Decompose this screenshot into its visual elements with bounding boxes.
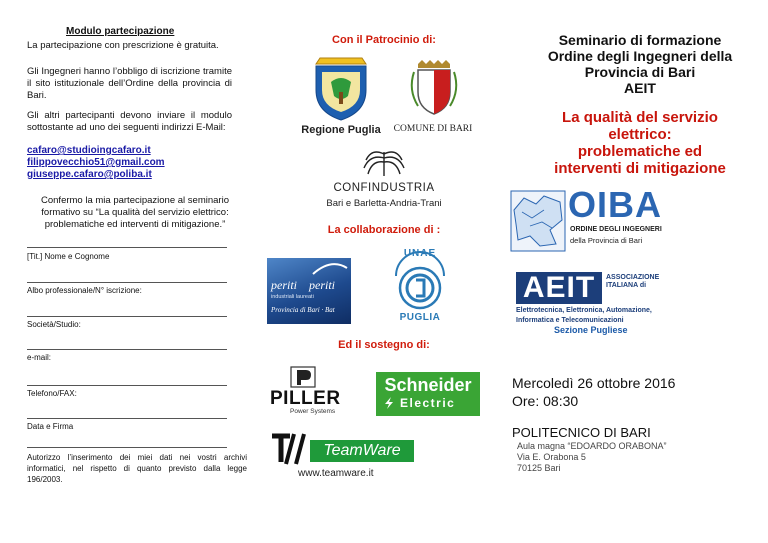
periti-place: Provincia di Bari · Bat [271, 306, 335, 314]
sponsors-column [256, 0, 512, 543]
form-field-phone-label: Telefono/FAX: [27, 389, 77, 398]
form-field-company-label: Società/Studio: [27, 320, 81, 329]
unae-puglia-logo [390, 250, 450, 326]
oiba-wordmark: OIBA [568, 184, 662, 225]
event-venue: POLITECNICO DI BARI [512, 425, 651, 440]
seminar-title-line: Seminario di formazione [558, 32, 722, 48]
event-date: Mercoledì 26 ottobre 2016 [512, 375, 676, 391]
confindustria-name: CONFINDUSTRIA [333, 182, 435, 194]
regione-puglia-label: Regione Puglia [301, 124, 381, 136]
schneider-name: Schneider [384, 375, 472, 395]
oiba-logo [510, 186, 670, 252]
confindustria-logo [312, 146, 456, 214]
seminar-title-line: Provincia di Bari [584, 64, 696, 80]
confindustria-subtitle: Bari e Barletta-Andria-Trani [326, 198, 442, 209]
form-field-albo-label: Albo professionale/N° iscrizione: [27, 286, 142, 295]
patronage-title: Con il Patrocinio di: [332, 34, 436, 46]
piller-name: PILLER [270, 388, 341, 409]
email-list [27, 145, 242, 181]
address-line: Aula magna “EDOARDO ORABONA” [517, 441, 667, 451]
schneider-subtitle: Electric [400, 396, 456, 410]
teamware-url[interactable]: www.teamware.it [298, 468, 374, 479]
privacy-consent: Autorizzo l’inserimento dei miei dati nei vostri archivi informatici, nel rispetto di quanto previsto dalla legge 196/2003. [27, 453, 247, 484]
seminar-title-line: Ordine degli Ingegneri della [547, 48, 733, 64]
schneider-bolt-icon [382, 396, 396, 410]
email-link[interactable]: giuseppe.cafaro@poliba.it [27, 169, 152, 180]
seminar-subtitle-line: problematiche ed [577, 143, 703, 160]
seminar-subtitle-line: La qualità del servizio [562, 109, 718, 126]
form-intro: La partecipazione con prescrizione è gratuita. [27, 40, 219, 51]
address-line: Via E. Orabona 5 [517, 452, 586, 462]
form-field-signature-label: Data e Firma [27, 422, 74, 431]
form-line [27, 385, 227, 386]
oiba-line1: ORDINE DEGLI INGEGNERI [570, 226, 662, 233]
form-line [27, 447, 227, 448]
address-line: 70125 Bari [517, 463, 561, 473]
periti-subtitle: industriali laureati [271, 294, 314, 300]
unae-emblem [390, 250, 450, 312]
form-line [27, 247, 227, 248]
form-line [27, 418, 227, 419]
seminar-subtitle-line: interventi di mitigazione [554, 160, 726, 177]
comune-bari-coat-of-arms [392, 58, 474, 116]
unae-puglia-label: PUGLIA [399, 312, 441, 323]
form-line [27, 316, 227, 317]
teamware-mark-icon [270, 432, 310, 466]
aeit-logo [514, 270, 664, 340]
form-field-email-label: e-mail: [27, 353, 52, 362]
email-link[interactable]: filippovecchio51@gmail.com [27, 157, 165, 168]
confirmation-text: Confermo la mia partecipazione al seminario formativo su “La qualità del servizio elettrico: problematiche ed interventi di mitigazione.” [41, 195, 229, 230]
teamware-logo [270, 432, 420, 482]
aeit-description: Elettrotecnica, Elettronica, Automazione, Informatica e Telecomunicazioni [516, 307, 652, 324]
seminar-column [512, 0, 768, 543]
form-field-name-label: [Tit.] Nome e Cognome [27, 252, 110, 261]
seminar-title-line: AEIT [624, 80, 656, 96]
confindustria-eagle-icon [312, 146, 456, 180]
form-heading: Modulo partecipazione [66, 26, 175, 37]
seminar-subtitle-line: elettrico: [608, 126, 672, 143]
periti-swoosh-icon [311, 260, 349, 276]
aeit-section: Sezione Pugliese [554, 325, 628, 335]
bari-map-icon [510, 190, 566, 252]
registration-column [0, 0, 256, 543]
comune-bari-logo [392, 58, 474, 140]
periti-text: periti [271, 278, 297, 292]
collaboration-title: La collaborazione di : [327, 224, 441, 236]
periti-text: periti [309, 278, 335, 292]
form-paragraph-engineers: Gli Ingegneri hanno l’obbligo di iscrizione tramite il sito istituzionale dell’Ordine della provincia di Bari. [27, 66, 232, 101]
form-line [27, 349, 227, 350]
email-link[interactable]: cafaro@studioingcafaro.it [27, 145, 151, 156]
aeit-wordmark: AEIT [516, 272, 602, 304]
teamware-name: TeamWare [310, 440, 414, 462]
aeit-name: ASSOCIAZIONE ITALIANA di [606, 274, 660, 289]
piller-mark-icon [290, 366, 316, 388]
form-line [27, 282, 227, 283]
event-address [517, 441, 757, 474]
oiba-line2: della Provincia di Bari [570, 236, 643, 245]
regione-puglia-emblem [298, 54, 384, 124]
piller-subtitle: Power Systems [290, 408, 336, 415]
periti-industriali-logo [267, 258, 351, 324]
piller-logo [270, 366, 340, 416]
schneider-electric-logo [376, 372, 480, 416]
comune-bari-label: COMUNE DI BARI [393, 124, 473, 134]
regione-puglia-logo [298, 54, 384, 140]
event-time: Ore: 08:30 [512, 393, 579, 409]
support-title: Ed il sostegno di: [338, 339, 430, 351]
unae-label: UNAE [403, 248, 437, 259]
form-paragraph-others: Gli altri partecipanti devono inviare il modulo sottostante ad uno dei seguenti indirizzi E-Mail: [27, 110, 232, 133]
